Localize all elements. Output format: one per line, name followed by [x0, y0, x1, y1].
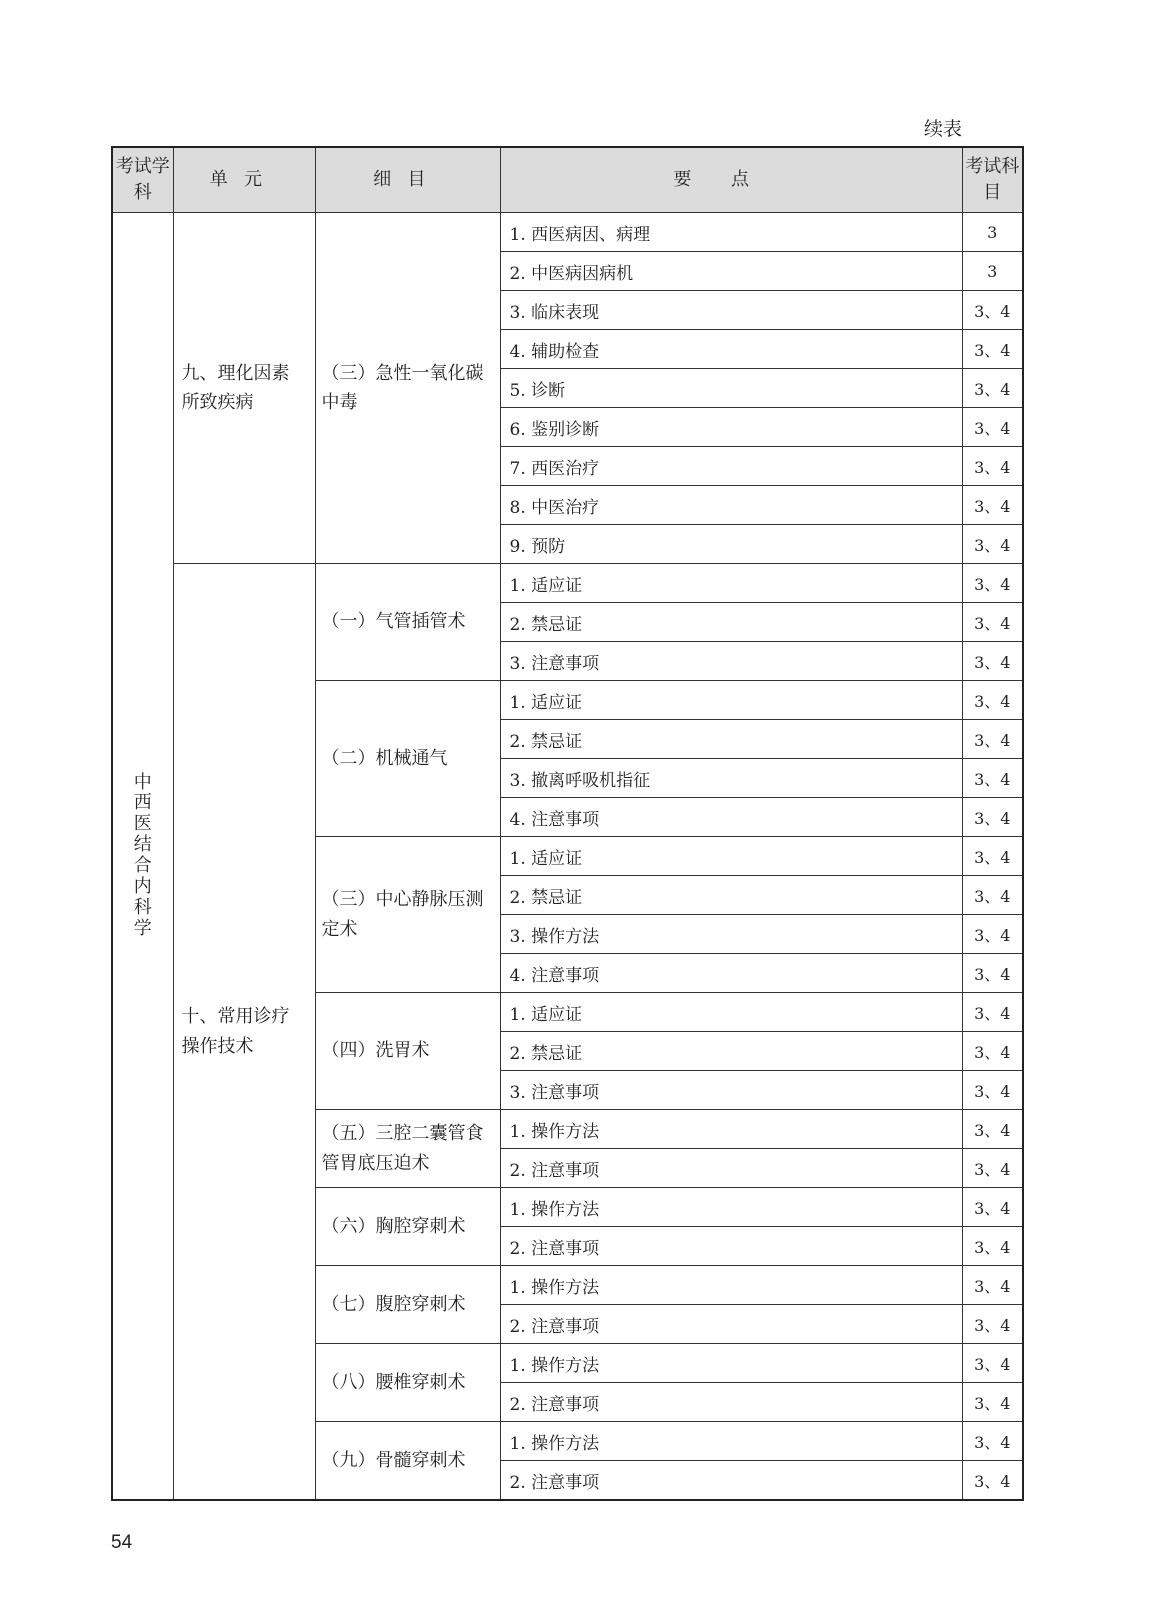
exam-subject-cell: 3、4	[962, 720, 1023, 759]
point-cell: 2. 注意事项	[500, 1305, 962, 1344]
point-cell: 1. 操作方法	[500, 1344, 962, 1383]
point-cell: 3. 注意事项	[500, 642, 962, 681]
point-cell: 6. 鉴别诊断	[500, 408, 962, 447]
table-body	[112, 213, 1023, 1501]
exam-subject-cell: 3、4	[962, 603, 1023, 642]
point-cell: 1. 操作方法	[500, 1110, 962, 1149]
exam-subject-cell: 3、4	[962, 1383, 1023, 1422]
exam-subject-cell: 3、4	[962, 408, 1023, 447]
exam-subject-cell: 3、4	[962, 993, 1023, 1032]
detail-cell: （三）急性一氧化碳中毒	[315, 213, 500, 564]
exam-subject-cell: 3、4	[962, 1227, 1023, 1266]
header-row	[112, 147, 1023, 213]
exam-subject-cell: 3、4	[962, 564, 1023, 603]
exam-subject-cell: 3、4	[962, 1266, 1023, 1305]
detail-cell: （八）腰椎穿刺术	[315, 1344, 500, 1422]
point-cell: 1. 适应证	[500, 993, 962, 1032]
exam-subject-cell: 3、4	[962, 876, 1023, 915]
point-cell: 2. 禁忌证	[500, 1032, 962, 1071]
point-cell: 3. 撤离呼吸机指征	[500, 759, 962, 798]
point-cell: 4. 注意事项	[500, 798, 962, 837]
exam-subject-cell: 3、4	[962, 1461, 1023, 1501]
exam-subject-cell: 3、4	[962, 759, 1023, 798]
exam-subject-cell: 3、4	[962, 1305, 1023, 1344]
point-cell: 2. 注意事项	[500, 1461, 962, 1501]
exam-subject-cell: 3、4	[962, 642, 1023, 681]
exam-subject-cell: 3、4	[962, 954, 1023, 993]
point-cell: 1. 操作方法	[500, 1188, 962, 1227]
point-cell: 1. 适应证	[500, 681, 962, 720]
point-cell: 3. 注意事项	[500, 1071, 962, 1110]
exam-subject-cell: 3、4	[962, 447, 1023, 486]
continued-label: 续表	[923, 118, 962, 140]
exam-subject-cell: 3、4	[962, 837, 1023, 876]
page-number: 54	[111, 1532, 133, 1553]
point-cell: 4. 辅助检查	[500, 330, 962, 369]
point-cell: 8. 中医治疗	[500, 486, 962, 525]
header-points: 要点	[500, 147, 962, 213]
exam-subject-cell: 3、4	[962, 681, 1023, 720]
exam-subject-cell: 3、4	[962, 1110, 1023, 1149]
detail-cell: （三）中心静脉压测定术	[315, 837, 500, 993]
point-cell: 1. 西医病因、病理	[500, 213, 962, 252]
exam-subject-cell: 3、4	[962, 798, 1023, 837]
exam-subject-cell: 3	[962, 252, 1023, 291]
exam-subject-cell: 3、4	[962, 1344, 1023, 1383]
header-detail: 细目	[315, 147, 500, 213]
point-cell: 2. 禁忌证	[500, 603, 962, 642]
point-cell: 2. 注意事项	[500, 1383, 962, 1422]
point-cell: 2. 注意事项	[500, 1227, 962, 1266]
unit-cell: 十、常用诊疗操作技术	[173, 564, 315, 1501]
detail-cell: （九）骨髓穿刺术	[315, 1422, 500, 1501]
header-unit: 单元	[173, 147, 315, 213]
point-cell: 5. 诊断	[500, 369, 962, 408]
table-header	[112, 147, 1023, 213]
point-cell: 9. 预防	[500, 525, 962, 564]
point-cell: 3. 操作方法	[500, 915, 962, 954]
exam-subject-cell: 3、4	[962, 1071, 1023, 1110]
unit-cell: 九、理化因素所致疾病	[173, 213, 315, 564]
exam-subject-cell: 3、4	[962, 486, 1023, 525]
exam-subject-cell: 3、4	[962, 1149, 1023, 1188]
point-cell: 1. 适应证	[500, 837, 962, 876]
point-cell: 2. 禁忌证	[500, 720, 962, 759]
table-row	[112, 564, 1023, 603]
subject-label: 中西医结合内科学	[133, 771, 152, 939]
point-cell: 2. 注意事项	[500, 1149, 962, 1188]
exam-subject-cell: 3、4	[962, 369, 1023, 408]
detail-cell: （二）机械通气	[315, 681, 500, 837]
point-cell: 1. 适应证	[500, 564, 962, 603]
exam-subject-cell: 3、4	[962, 1422, 1023, 1461]
point-cell: 1. 操作方法	[500, 1422, 962, 1461]
exam-subject-cell: 3、4	[962, 525, 1023, 564]
table-row	[112, 213, 1023, 252]
point-cell: 4. 注意事项	[500, 954, 962, 993]
syllabus-table	[111, 146, 1024, 1501]
exam-subject-cell: 3、4	[962, 1188, 1023, 1227]
exam-subject-cell: 3、4	[962, 330, 1023, 369]
point-cell: 2. 中医病因病机	[500, 252, 962, 291]
point-cell: 2. 禁忌证	[500, 876, 962, 915]
exam-subject-cell: 3、4	[962, 291, 1023, 330]
point-cell: 3. 临床表现	[500, 291, 962, 330]
point-cell: 1. 操作方法	[500, 1266, 962, 1305]
detail-cell: （七）腹腔穿刺术	[315, 1266, 500, 1344]
detail-cell: （四）洗胃术	[315, 993, 500, 1110]
point-cell: 7. 西医治疗	[500, 447, 962, 486]
detail-cell: （一）气管插管术	[315, 564, 500, 681]
subject-cell	[112, 213, 173, 1501]
header-exam-subject: 考试科目	[962, 147, 1023, 213]
exam-subject-cell: 3、4	[962, 915, 1023, 954]
detail-cell: （五）三腔二囊管食管胃底压迫术	[315, 1110, 500, 1188]
detail-cell: （六）胸腔穿刺术	[315, 1188, 500, 1266]
exam-subject-cell: 3	[962, 213, 1023, 252]
exam-subject-cell: 3、4	[962, 1032, 1023, 1071]
header-subject: 考试学科	[112, 147, 173, 213]
